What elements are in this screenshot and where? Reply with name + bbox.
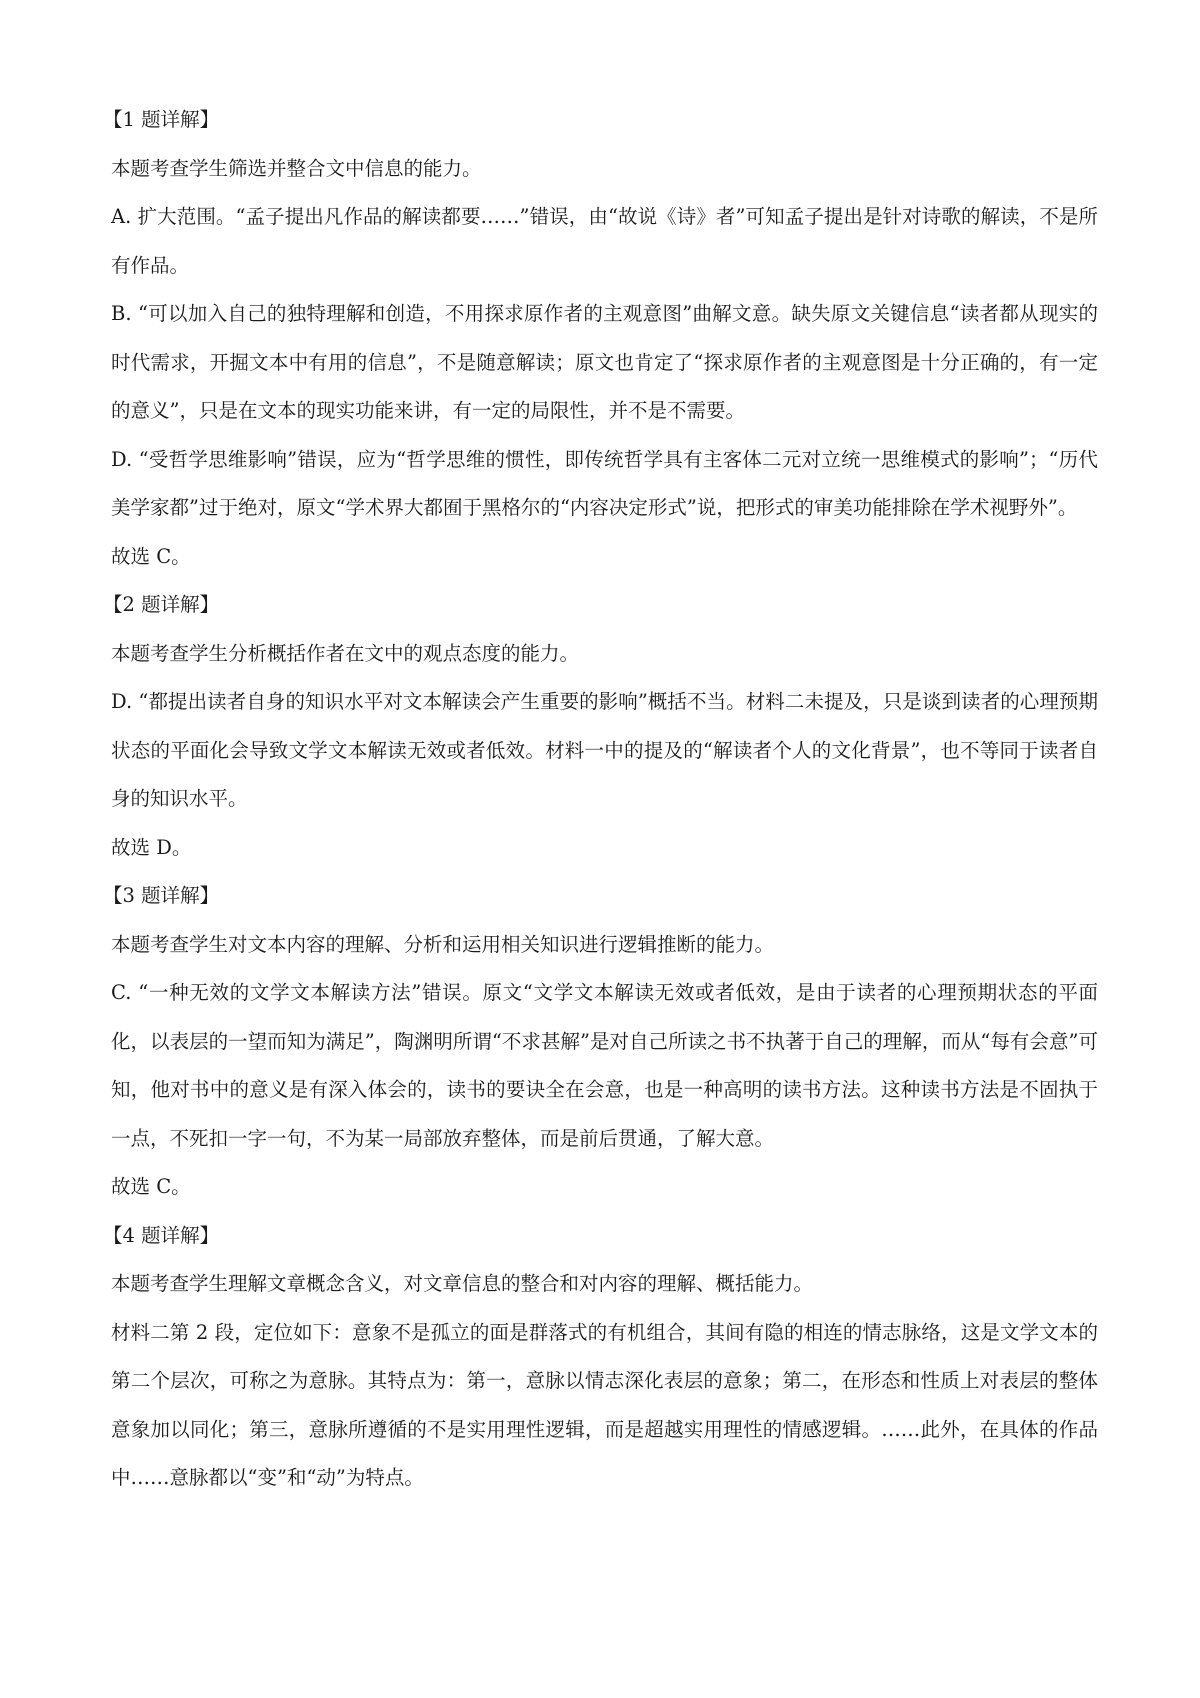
question-2-intro: 本题考查学生分析概括作者在文中的观点态度的能力。	[111, 641, 580, 665]
question-2-answer: 故选 D。	[111, 835, 192, 859]
question-4-analysis: 材料二第 2 段，定位如下：意象不是孤立的面是群落式的有机组合，其间有隐的相连的情志脉络，这是文学文本的第二个层次，可称之为意脉。其特点为：第一，意脉以情志深化表层的意象；第二，在形态和性质上对表层的整体意象加以同化；第三，意脉所遵循的不是实用理性逻辑，而是超越实用理性的情感逻辑。……此外，在具体的作品中……意脉都以“变”和“动”为特点。	[111, 1320, 1098, 1489]
question-1-heading: 【1 题详解】	[103, 108, 220, 131]
question-3-option-c: C. “一种无效的文学文本解读方法”错误。原文“文学文本解读无效或者低效，是由于读者的心理预期状态的平面化，以表层的一望而知为满足”，陶渊明所谓“不求甚解”是对自己所读之书不执著于自己的理解，而从“每有会意”可知，他对书中的意义是有深入体会的，读书的要诀全在会意，也是一种高明的读书方法。这种读书方法是不固执于一点，不死扣一字一句，不为某一局部放弃整体，而是前后贯通，了解大意。	[111, 981, 1098, 1150]
question-1-answer: 故选 C。	[111, 544, 191, 568]
question-2-option-d: D. “都提出读者自身的知识水平对文本解读会产生重要的影响”概括不当。材料二未提及，只是谈到读者的心理预期状态的平面化会导致文学文本解读无效或者低效。材料一中的提及的“解读者个人的文化背景”，也不等同于读者自身的知识水平。	[111, 690, 1098, 810]
question-1-option-d: D. “受哲学思维影响”错误，应为“哲学思维的惯性，即传统哲学具有主客体二元对立统一思维模式的影响”；“历代美学家都”过于绝对，原文“学术界大都囿于黑格尔的“内容决定形式”说，把形式的审美功能排除在学术视野外”。	[111, 447, 1098, 519]
question-3-heading: 【3 题详解】	[103, 884, 220, 907]
question-4-intro: 本题考查学生理解文章概念含义，对文章信息的整合和对内容的理解、概括能力。	[111, 1272, 814, 1295]
question-1-option-b: B. “可以加入自己的独特理解和创造，不用探求原作者的主观意图”曲解文意。缺失原文关键信息“读者都从现实的时代需求，开掘文本中有用的信息”，不是随意解读；原文也肯定了“探求原作者的主观意图是十分正确的，有一定的意义”，只是在文本的现实功能来讲，有一定的局限性，并不是不需要。	[111, 302, 1098, 422]
question-1-option-a: A. 扩大范围。“孟子提出凡作品的解读都要……”错误，由“故说《诗》者”可知孟子提出是针对诗歌的解读，不是所有作品。	[111, 205, 1098, 277]
question-3-answer: 故选 C。	[111, 1175, 191, 1198]
question-2-heading: 【2 题详解】	[103, 593, 220, 616]
question-3-intro: 本题考查学生对文本内容的理解、分析和运用相关知识进行逻辑推断的能力。	[111, 932, 775, 956]
question-1-intro: 本题考查学生筛选并整合文中信息的能力。	[111, 156, 482, 180]
question-4-heading: 【4 题详解】	[103, 1223, 220, 1247]
